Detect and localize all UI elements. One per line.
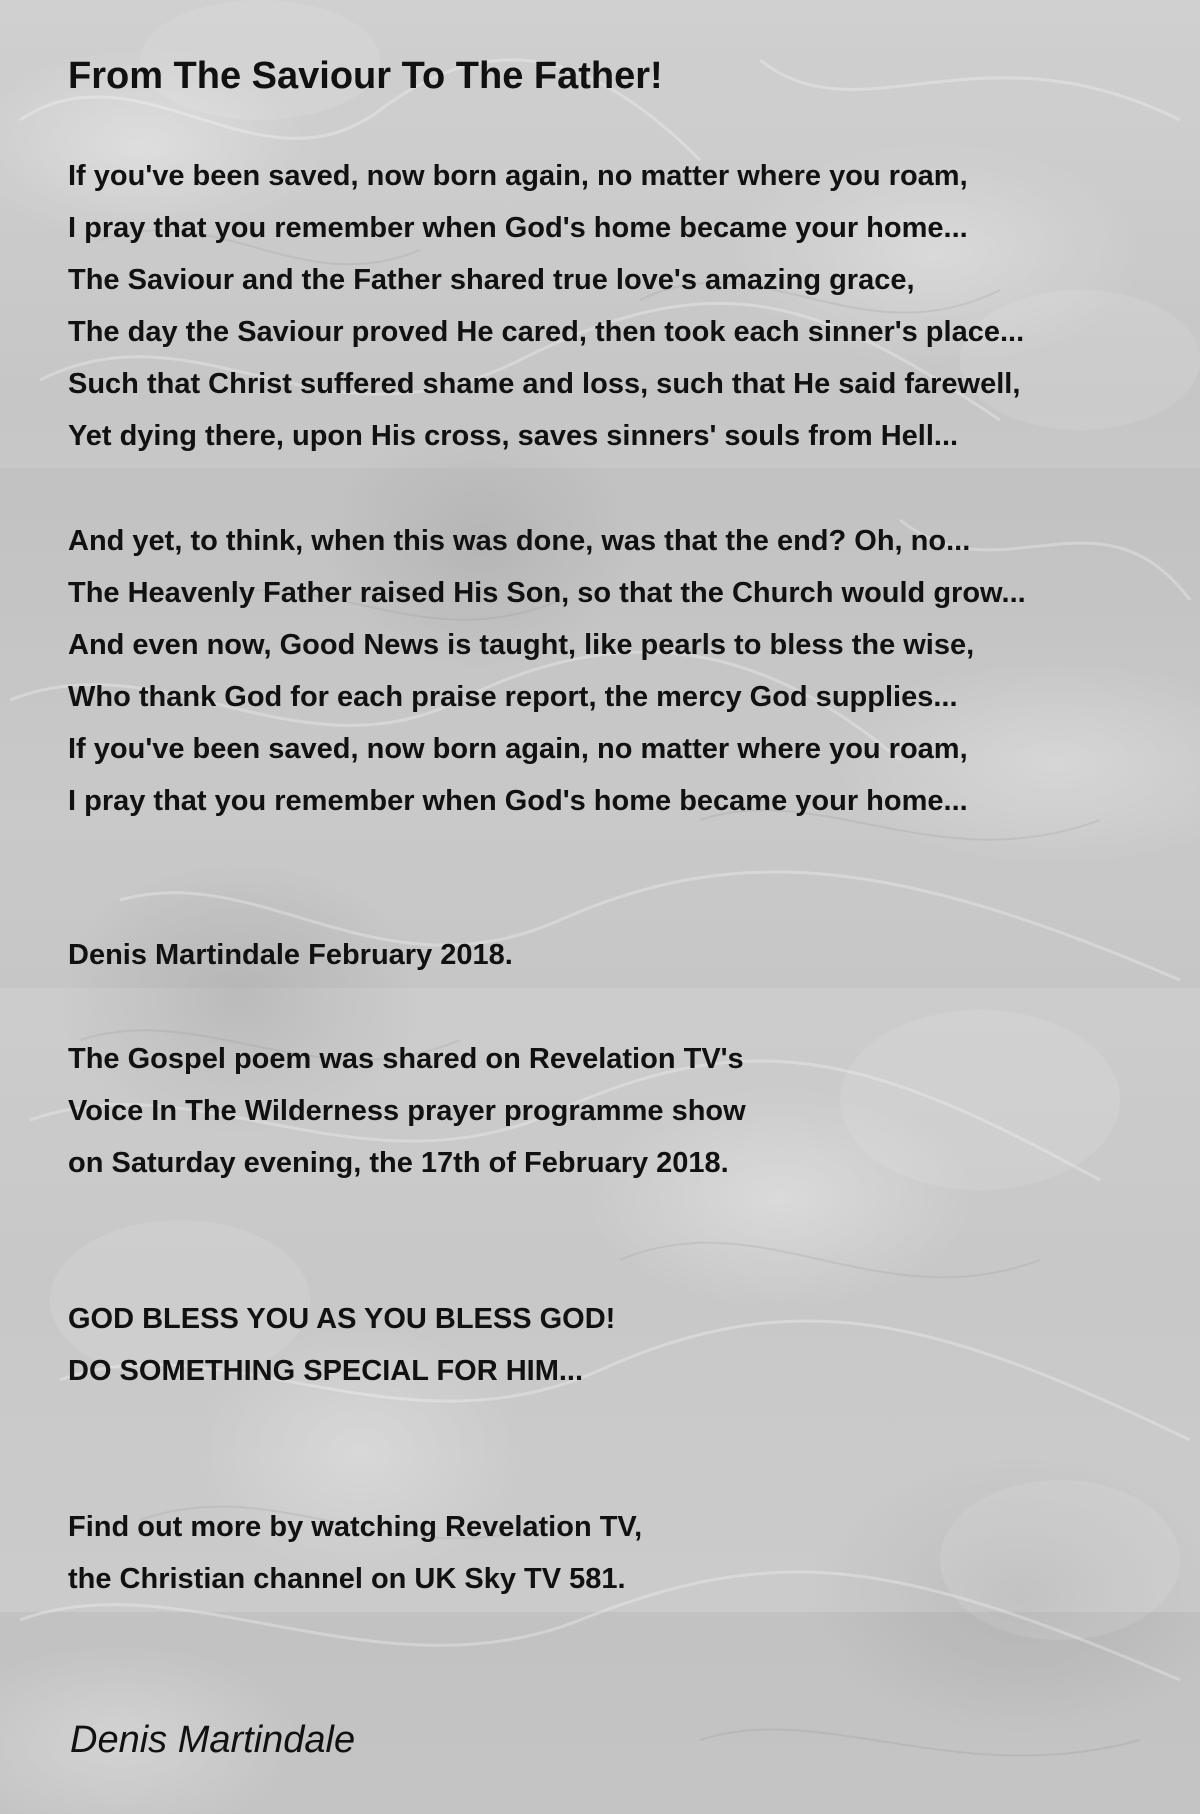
blessing-line: GOD BLESS YOU AS YOU BLESS GOD! — [68, 1303, 616, 1335]
poem-line: If you've been saved, now born again, no matter where you roam, — [68, 733, 968, 765]
poem-line: Who thank God for each praise report, the mercy God supplies... — [68, 681, 958, 713]
poem-line: Such that Christ suffered shame and loss, such that He said farewell, — [68, 368, 1021, 400]
poem-signoff — [68, 929, 513, 981]
poem-title: From The Saviour To The Father! — [68, 55, 663, 97]
signoff-line: Denis Martindale February 2018. — [68, 939, 513, 971]
poem-line: If you've been saved, now born again, no matter where you roam, — [68, 160, 968, 192]
note-line: Voice In The Wilderness prayer programme show — [68, 1095, 746, 1127]
blessing-line: DO SOMETHING SPECIAL FOR HIM... — [68, 1355, 584, 1387]
poem-line: The Heavenly Father raised His Son, so that the Church would grow... — [68, 577, 1026, 609]
poem-line: And even now, Good News is taught, like pearls to bless the wise, — [68, 629, 975, 661]
poem-line: And yet, to think, when this was done, was that the end? Oh, no... — [68, 525, 971, 557]
broadcast-note — [68, 1033, 746, 1189]
poem-line: Yet dying there, upon His cross, saves sinners' souls from Hell... — [68, 420, 959, 452]
more-info — [68, 1501, 642, 1605]
more-info-line: Find out more by watching Revelation TV, — [68, 1511, 643, 1543]
poem-line: I pray that you remember when God's home became your home... — [68, 785, 968, 817]
poem-line: I pray that you remember when God's home became your home... — [68, 212, 968, 244]
note-line: on Saturday evening, the 17th of February 2018. — [68, 1147, 729, 1179]
note-line: The Gospel poem was shared on Revelation TV's — [68, 1043, 744, 1075]
poem-stanza-1 — [68, 150, 1024, 462]
poem-stanza-2 — [68, 515, 1026, 827]
more-info-line: the Christian channel on UK Sky TV 581. — [68, 1563, 626, 1595]
background-band-footer — [0, 1612, 1200, 1814]
poem-line: The day the Saviour proved He cared, then took each sinner's place... — [68, 316, 1025, 348]
poem-line: The Saviour and the Father shared true love's amazing grace, — [68, 264, 915, 296]
author-name: Denis Martindale — [70, 1719, 356, 1761]
blessing-message — [68, 1293, 615, 1397]
